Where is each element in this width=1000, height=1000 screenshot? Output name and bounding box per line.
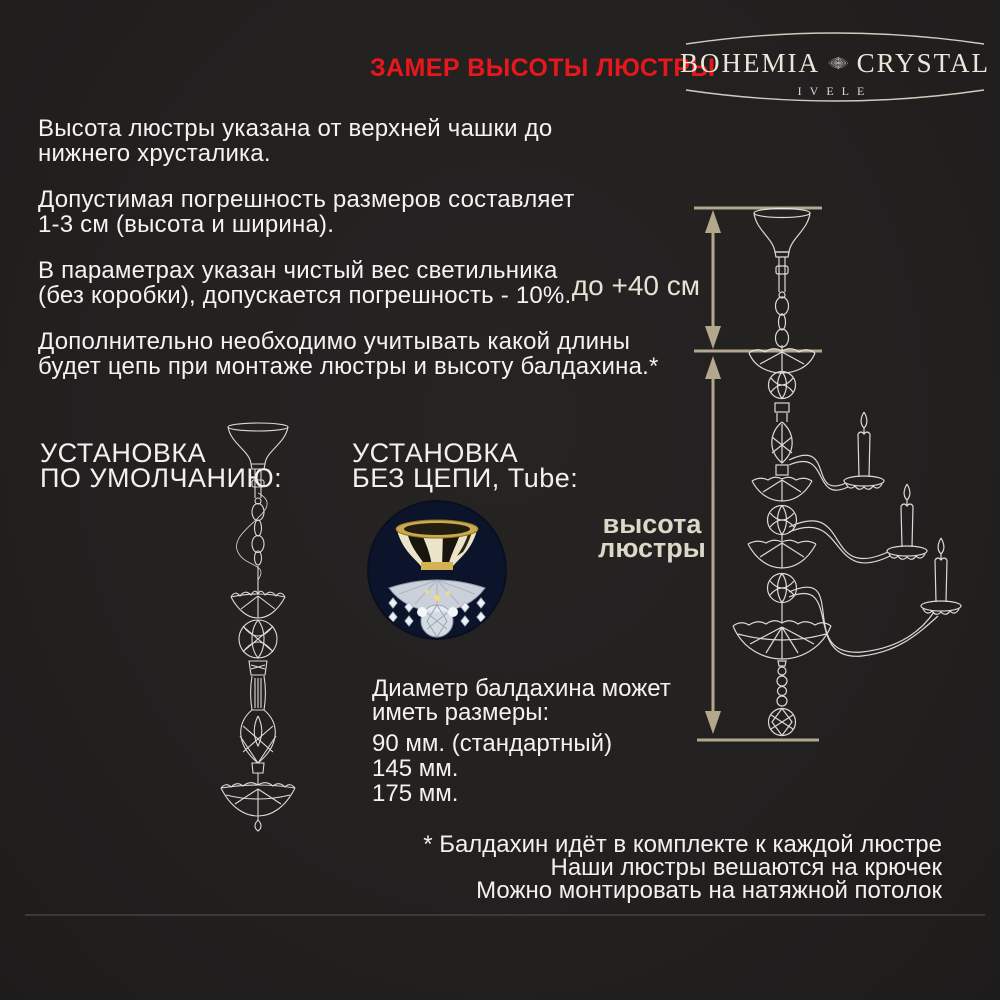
text-line: Дополнительно необходимо учитывать какой длины (38, 328, 631, 355)
chandelier-line-art (733, 209, 961, 736)
text-line: высота (602, 509, 702, 539)
intro-paragraph (38, 187, 659, 237)
text-line: иметь размеры: (372, 699, 550, 726)
text-line: БЕЗ ЦЕПИ, Tube: (352, 463, 579, 493)
chain-length-label: до +40 см (571, 270, 700, 301)
measurement-arrows (694, 208, 822, 740)
footnotes-block (423, 833, 942, 902)
text-line: В параметрах указан чистый вес светильника (38, 257, 558, 284)
text-line: УСТАНОВКА (40, 438, 207, 468)
tube-mount-photo (369, 502, 505, 638)
text-line: будет цепь при монтаже люстры и высоту балдахина.* (38, 353, 659, 380)
text-line: 1-3 см (высота и ширина). (38, 211, 335, 238)
footnote-line: Можно монтировать на натяжной потолок (476, 877, 942, 904)
intro-paragraph (38, 116, 659, 166)
crystal-ornament-icon (828, 42, 849, 84)
default-install-chandelier-drawing (193, 418, 323, 833)
bottom-divider (25, 914, 985, 916)
canopy-size-item: 175 мм. (372, 780, 459, 807)
chandelier-height-label (572, 509, 732, 563)
brand-subname: IVELE (797, 84, 873, 98)
brand-name-right: CRYSTAL (856, 47, 990, 78)
text-line: Допустимая погрешность размеров составляет (38, 186, 575, 213)
brand-logo (680, 28, 990, 108)
heading-tube-install (352, 438, 579, 493)
brand-name-left: BOHEMIA (680, 47, 820, 78)
canopy-size-item: 90 мм. (стандартный) (372, 730, 613, 757)
intro-paragraph (38, 329, 659, 379)
text-line: нижнего хрусталика. (38, 140, 271, 167)
intro-text-block (38, 116, 659, 400)
page-title: ЗАМЕР ВЫСОТЫ ЛЮСТРЫ (370, 54, 716, 82)
footnote-line: * Балдахин идёт в комплекте к каждой люстре (423, 831, 942, 858)
text-line: люстры (598, 533, 706, 563)
text-line: (без коробки), допускается погрешность - 10%. (38, 282, 572, 309)
text-line: Диаметр балдахина может (372, 675, 671, 702)
text-line: Высота люстры указана от верхней чашки до (38, 115, 553, 142)
text-line: ПО УМОЛЧАНИЮ: (40, 463, 283, 493)
canopy-size-item: 145 мм. (372, 755, 459, 782)
text-line: УСТАНОВКА (352, 438, 519, 468)
footnote-line: Наши люстры вешаются на крючек (550, 854, 942, 881)
